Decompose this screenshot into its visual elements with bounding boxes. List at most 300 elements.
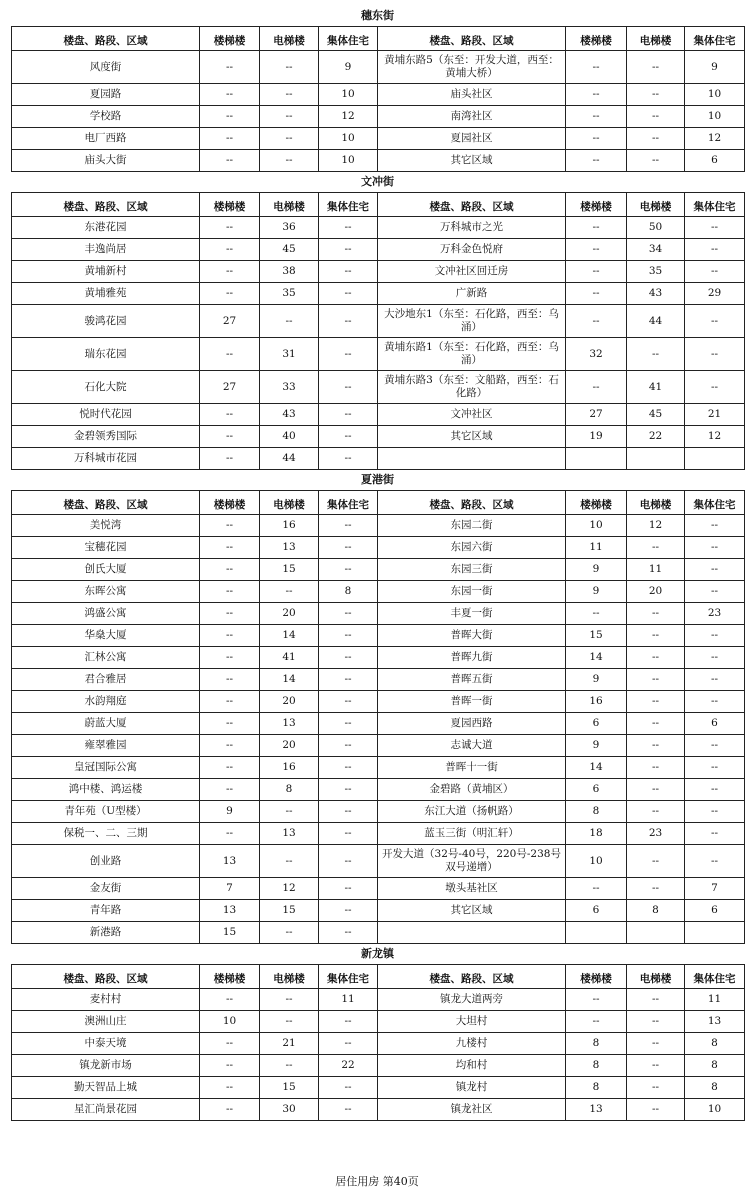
table-cell: --	[260, 1011, 319, 1033]
table-cell: --	[319, 338, 378, 371]
table-cell: --	[260, 128, 319, 150]
column-header: 集体住宅	[685, 965, 745, 989]
table-cell: --	[566, 239, 627, 261]
table-cell: 13	[685, 1011, 745, 1033]
table-cell: 10	[319, 128, 378, 150]
table-cell: 万科金色悦府	[378, 239, 566, 261]
table-cell: --	[685, 801, 745, 823]
table-cell: --	[685, 581, 745, 603]
table-cell: 镇龙社区	[378, 1099, 566, 1121]
table-cell: --	[260, 106, 319, 128]
section-title: 新龙镇	[361, 947, 394, 960]
table-cell: 12	[685, 426, 745, 448]
table-cell: --	[566, 128, 627, 150]
table-cell: --	[685, 559, 745, 581]
table-cell: --	[627, 106, 685, 128]
table-row	[12, 1099, 745, 1121]
table-cell: --	[319, 239, 378, 261]
table-cell: 华燊大厦	[12, 625, 200, 647]
table-cell: --	[627, 84, 685, 106]
table-cell: 38	[260, 261, 319, 283]
table-cell: --	[200, 106, 260, 128]
table-cell: 新港路	[12, 922, 200, 944]
table-cell: 8	[566, 1077, 627, 1099]
column-header: 楼梯楼	[200, 491, 260, 515]
table-row	[12, 426, 745, 448]
table-cell: 14	[260, 669, 319, 691]
table-cell: --	[200, 1077, 260, 1099]
table-cell: 其它区域	[378, 150, 566, 172]
table-cell: 12	[627, 515, 685, 537]
table-cell: --	[200, 581, 260, 603]
table-cell: --	[685, 239, 745, 261]
table-cell: 开发大道（32号-40号，220号-238号双号递增）	[378, 845, 566, 878]
table-cell: 东园二街	[378, 515, 566, 537]
table-cell: --	[627, 878, 685, 900]
table-cell: --	[685, 537, 745, 559]
column-header: 楼盘、路段、区域	[12, 491, 200, 515]
table-cell: --	[200, 338, 260, 371]
table-cell: 10	[566, 515, 627, 537]
table-cell: --	[566, 283, 627, 305]
column-header: 电梯楼	[260, 965, 319, 989]
table-cell: --	[627, 1033, 685, 1055]
table-cell: 19	[566, 426, 627, 448]
table-cell: 14	[566, 647, 627, 669]
column-header: 楼盘、路段、区域	[378, 965, 566, 989]
table-cell: 9	[566, 735, 627, 757]
table-row	[12, 845, 745, 878]
section-title: 夏港街	[361, 473, 394, 486]
table-cell: 汇林公寓	[12, 647, 200, 669]
table-cell: 东江大道（扬帆路）	[378, 801, 566, 823]
table-cell: 35	[627, 261, 685, 283]
table-row	[12, 625, 745, 647]
table-cell: 34	[627, 239, 685, 261]
column-header: 集体住宅	[685, 27, 745, 51]
table-cell: --	[627, 51, 685, 84]
column-header: 电梯楼	[627, 27, 685, 51]
table-cell: 8	[685, 1077, 745, 1099]
table-row	[12, 878, 745, 900]
column-header: 集体住宅	[319, 965, 378, 989]
table-cell: --	[319, 801, 378, 823]
table-cell: 中泰天境	[12, 1033, 200, 1055]
table-cell: 11	[319, 989, 378, 1011]
table-cell: --	[566, 150, 627, 172]
table-cell: 9	[685, 51, 745, 84]
table-cell: 45	[260, 239, 319, 261]
table-cell: --	[319, 515, 378, 537]
table-row	[12, 735, 745, 757]
table-cell: 15	[566, 625, 627, 647]
table-cell: --	[200, 559, 260, 581]
data-table	[11, 26, 745, 172]
table-cell: --	[260, 1055, 319, 1077]
column-header: 楼梯楼	[566, 965, 627, 989]
table-cell: --	[319, 283, 378, 305]
table-cell: 6	[566, 713, 627, 735]
table-cell: 13	[200, 845, 260, 878]
table-row	[12, 338, 745, 371]
table-cell: 普晖一街	[378, 691, 566, 713]
table-row	[12, 757, 745, 779]
table-cell: --	[200, 51, 260, 84]
table-cell: 8	[260, 779, 319, 801]
table-cell: 8	[685, 1055, 745, 1077]
table-cell: --	[200, 404, 260, 426]
table-cell: 21	[685, 404, 745, 426]
table-cell	[685, 448, 745, 470]
table-cell: --	[319, 603, 378, 625]
table-cell: 6	[566, 900, 627, 922]
table-cell: 8	[627, 900, 685, 922]
table-cell: --	[566, 51, 627, 84]
table-cell: 20	[260, 691, 319, 713]
table-cell: 皇冠国际公寓	[12, 757, 200, 779]
table-cell: --	[319, 878, 378, 900]
table-cell: 12	[685, 128, 745, 150]
table-cell: 21	[260, 1033, 319, 1055]
table-cell: 8	[566, 1055, 627, 1077]
table-cell: --	[260, 51, 319, 84]
table-cell: --	[319, 426, 378, 448]
table-cell: 13	[566, 1099, 627, 1121]
table-cell: --	[260, 581, 319, 603]
table-cell: --	[319, 779, 378, 801]
table-cell: 36	[260, 217, 319, 239]
table-cell: 石化大院	[12, 371, 200, 404]
table-cell	[685, 922, 745, 944]
table-cell: --	[685, 647, 745, 669]
table-cell: 7	[685, 878, 745, 900]
table-cell: 保税一、二、三期	[12, 823, 200, 845]
table-cell: 万科城市花园	[12, 448, 200, 470]
table-cell: --	[685, 515, 745, 537]
table-cell: --	[200, 239, 260, 261]
table-cell: 庙头社区	[378, 84, 566, 106]
table-cell: 10	[566, 845, 627, 878]
table-cell: 45	[627, 404, 685, 426]
table-cell: --	[627, 735, 685, 757]
table-cell: --	[627, 1055, 685, 1077]
table-cell: 10	[319, 150, 378, 172]
column-header: 电梯楼	[627, 193, 685, 217]
table-cell: 黄埔东路5（东至：开发大道，西至：黄埔大桥）	[378, 51, 566, 84]
table-cell: 水韵翔庭	[12, 691, 200, 713]
table-cell: --	[200, 217, 260, 239]
table-cell: 雍翠雅园	[12, 735, 200, 757]
table-cell: --	[566, 371, 627, 404]
table-cell: 东园三街	[378, 559, 566, 581]
table-cell: --	[319, 691, 378, 713]
table-cell: --	[319, 261, 378, 283]
table-cell: 13	[200, 900, 260, 922]
table-cell: 15	[260, 900, 319, 922]
column-header: 集体住宅	[685, 491, 745, 515]
table-cell: 夏园路	[12, 84, 200, 106]
table-cell: 麦村村	[12, 989, 200, 1011]
column-header: 集体住宅	[319, 491, 378, 515]
table-cell: 镇龙村	[378, 1077, 566, 1099]
table-cell	[378, 448, 566, 470]
table-cell: --	[319, 537, 378, 559]
table-cell: --	[200, 426, 260, 448]
table-cell: --	[200, 1033, 260, 1055]
table-cell: 电厂西路	[12, 128, 200, 150]
table-cell: 镇龙大道两旁	[378, 989, 566, 1011]
table-cell: --	[260, 922, 319, 944]
table-cell: 东园一街	[378, 581, 566, 603]
table-cell: 镇龙新市场	[12, 1055, 200, 1077]
table-cell: 文冲社区	[378, 404, 566, 426]
table-header-row	[12, 965, 745, 989]
table-cell: 50	[627, 217, 685, 239]
table-cell: 其它区域	[378, 426, 566, 448]
table-cell: --	[685, 217, 745, 239]
table-row	[12, 515, 745, 537]
table-cell: 12	[319, 106, 378, 128]
data-table	[11, 192, 745, 470]
table-cell: --	[200, 823, 260, 845]
table-cell: 学校路	[12, 106, 200, 128]
table-cell: 35	[260, 283, 319, 305]
table-cell: 20	[260, 603, 319, 625]
table-cell: 夏园西路	[378, 713, 566, 735]
table-cell: --	[627, 150, 685, 172]
table-cell: --	[200, 647, 260, 669]
table-cell: --	[200, 1055, 260, 1077]
table-row	[12, 922, 745, 944]
column-header: 电梯楼	[260, 27, 319, 51]
table-cell: --	[260, 84, 319, 106]
column-header: 楼盘、路段、区域	[378, 491, 566, 515]
page-footer: 居住用房 第40页	[335, 1175, 419, 1188]
table-cell: --	[627, 1077, 685, 1099]
table-cell: 东晖公寓	[12, 581, 200, 603]
table-cell: --	[685, 823, 745, 845]
table-cell: --	[319, 922, 378, 944]
table-cell: --	[319, 1077, 378, 1099]
table-cell: --	[685, 757, 745, 779]
column-header: 电梯楼	[260, 491, 319, 515]
table-cell: 15	[260, 1077, 319, 1099]
table-cell: --	[319, 1099, 378, 1121]
table-cell: 14	[260, 625, 319, 647]
table-row	[12, 537, 745, 559]
table-cell: --	[260, 801, 319, 823]
table-cell: 澳洲山庄	[12, 1011, 200, 1033]
table-cell: 普晖九街	[378, 647, 566, 669]
table-cell: --	[319, 305, 378, 338]
table-cell: 8	[685, 1033, 745, 1055]
table-cell: --	[200, 1099, 260, 1121]
table-row	[12, 823, 745, 845]
table-cell: --	[685, 845, 745, 878]
table-cell: --	[627, 647, 685, 669]
table-row	[12, 647, 745, 669]
table-row	[12, 448, 745, 470]
table-header-row	[12, 491, 745, 515]
section-title: 穗东街	[361, 9, 394, 22]
table-row	[12, 128, 745, 150]
table-cell: 14	[566, 757, 627, 779]
table-cell: 22	[319, 1055, 378, 1077]
table-cell: 普晖五街	[378, 669, 566, 691]
table-cell: 东园六街	[378, 537, 566, 559]
table-cell	[566, 922, 627, 944]
table-cell: 普晖十一街	[378, 757, 566, 779]
table-cell: --	[627, 845, 685, 878]
table-cell: 普晖大街	[378, 625, 566, 647]
table-cell: 宝穗花园	[12, 537, 200, 559]
table-row	[12, 84, 745, 106]
column-header: 集体住宅	[319, 193, 378, 217]
table-cell: 18	[566, 823, 627, 845]
table-cell: --	[319, 625, 378, 647]
table-cell: --	[319, 1011, 378, 1033]
table-cell: 九楼村	[378, 1033, 566, 1055]
column-header: 楼盘、路段、区域	[12, 27, 200, 51]
table-cell: 9	[566, 669, 627, 691]
table-cell: 9	[566, 581, 627, 603]
table-cell: 16	[566, 691, 627, 713]
table-row	[12, 150, 745, 172]
table-cell: 11	[566, 537, 627, 559]
column-header: 楼盘、路段、区域	[378, 193, 566, 217]
document-body	[11, 6, 744, 1121]
table-cell: 33	[260, 371, 319, 404]
table-cell: --	[319, 669, 378, 691]
table-cell: 10	[200, 1011, 260, 1033]
table-cell: --	[200, 625, 260, 647]
table-cell: --	[627, 801, 685, 823]
table-cell: 星汇尚景花园	[12, 1099, 200, 1121]
table-cell: 夏园社区	[378, 128, 566, 150]
table-cell: 金碧路（黄埔区）	[378, 779, 566, 801]
table-cell: 瑞东花园	[12, 338, 200, 371]
table-cell: --	[200, 84, 260, 106]
table-cell: 大坦村	[378, 1011, 566, 1033]
table-cell: --	[319, 1033, 378, 1055]
table-cell: --	[685, 261, 745, 283]
table-row	[12, 239, 745, 261]
table-cell: --	[200, 603, 260, 625]
table-cell: --	[319, 845, 378, 878]
column-header: 电梯楼	[627, 491, 685, 515]
table-cell: 29	[685, 283, 745, 305]
column-header: 楼盘、路段、区域	[378, 27, 566, 51]
table-cell: --	[685, 735, 745, 757]
table-cell: --	[685, 691, 745, 713]
table-cell: 9	[200, 801, 260, 823]
table-cell: 11	[685, 989, 745, 1011]
table-cell: 广新路	[378, 283, 566, 305]
table-cell: 10	[319, 84, 378, 106]
table-cell: 22	[627, 426, 685, 448]
table-cell: 蔚蓝大厦	[12, 713, 200, 735]
table-cell: --	[566, 603, 627, 625]
table-cell: 20	[260, 735, 319, 757]
table-cell: --	[200, 537, 260, 559]
table-cell: --	[319, 713, 378, 735]
table-cell: --	[319, 371, 378, 404]
column-header: 楼梯楼	[200, 27, 260, 51]
table-row	[12, 217, 745, 239]
table-cell: 9	[566, 559, 627, 581]
table-cell: 13	[260, 537, 319, 559]
table-cell: 6	[566, 779, 627, 801]
table-cell: 文冲社区回迁房	[378, 261, 566, 283]
table-cell: 勤天智品上城	[12, 1077, 200, 1099]
table-cell: 黄埔雅苑	[12, 283, 200, 305]
table-cell: 41	[260, 647, 319, 669]
column-header: 楼梯楼	[200, 965, 260, 989]
table-cell: --	[319, 448, 378, 470]
table-cell: 23	[685, 603, 745, 625]
table-cell: 11	[627, 559, 685, 581]
table-cell: --	[685, 371, 745, 404]
table-cell: 7	[200, 878, 260, 900]
table-cell: --	[627, 713, 685, 735]
table-cell: 青年苑（U型楼）	[12, 801, 200, 823]
table-cell: --	[200, 757, 260, 779]
table-cell: --	[200, 989, 260, 1011]
column-header: 电梯楼	[260, 193, 319, 217]
table-row	[12, 261, 745, 283]
table-row	[12, 1011, 745, 1033]
table-cell: 12	[260, 878, 319, 900]
table-cell: --	[319, 823, 378, 845]
table-cell: --	[685, 625, 745, 647]
table-cell: --	[627, 1099, 685, 1121]
table-cell: 悦时代花园	[12, 404, 200, 426]
table-cell: 美悦湾	[12, 515, 200, 537]
table-cell: 9	[319, 51, 378, 84]
table-cell: 27	[566, 404, 627, 426]
table-cell: --	[566, 989, 627, 1011]
table-cell: 44	[260, 448, 319, 470]
table-cell: 30	[260, 1099, 319, 1121]
table-cell: --	[627, 1011, 685, 1033]
table-row	[12, 603, 745, 625]
table-cell: 15	[260, 559, 319, 581]
table-cell: 蓝玉三街（明汇轩）	[378, 823, 566, 845]
table-cell: 16	[260, 757, 319, 779]
table-cell: 27	[200, 305, 260, 338]
table-cell: --	[627, 691, 685, 713]
column-header: 楼梯楼	[566, 193, 627, 217]
table-cell: 32	[566, 338, 627, 371]
table-cell: 黄埔东路1（东至：石化路，西至：乌涌）	[378, 338, 566, 371]
table-cell: --	[200, 713, 260, 735]
table-cell: --	[627, 128, 685, 150]
table-cell: 丰夏一街	[378, 603, 566, 625]
table-cell: 志诚大道	[378, 735, 566, 757]
table-row	[12, 559, 745, 581]
table-cell: --	[627, 779, 685, 801]
table-cell: 南湾社区	[378, 106, 566, 128]
table-cell: --	[685, 305, 745, 338]
table-cell: --	[260, 989, 319, 1011]
table-cell: 大沙地东1（东至：石化路，西至：乌涌）	[378, 305, 566, 338]
table-cell: 万科城市之光	[378, 217, 566, 239]
table-cell: --	[566, 217, 627, 239]
table-cell: 44	[627, 305, 685, 338]
table-cell: --	[566, 878, 627, 900]
table-cell: --	[319, 559, 378, 581]
table-cell: 创氏大厦	[12, 559, 200, 581]
